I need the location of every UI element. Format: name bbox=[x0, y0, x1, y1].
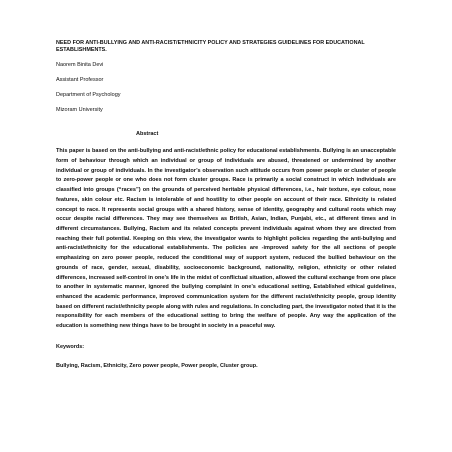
abstract-heading: Abstract bbox=[136, 131, 159, 138]
keywords-heading: Keywords: bbox=[56, 343, 85, 350]
author-name: Naorem Binita Devi bbox=[56, 61, 104, 68]
author-position: Assistant Professor bbox=[56, 77, 104, 83]
author-department: Department of Psychology bbox=[56, 92, 121, 99]
author-institution: Mizoram University bbox=[56, 107, 103, 114]
abstract-body: This paper is based on the anti-bullying and anti-racist/ethnic policy for educational establishments. Bullying is an unacceptable form of behaviour through which an individual or group of individuals are abused, threatened or undermined by another individual or group of individuals. In the investigator’s observation such attitude occurs from power people or cluster of people to zero-power people or one who does not form cluster groups. Race is primarily a social construct in which individuals are classified into groups (“races”) on the grounds of perceived heritable physical differences, i.e., hair texture, eye colour, nose features, skin colour etc. Racism is intolerable of and hostility to other people on account of their race. Ethnicity is related concept to race. It represents social groups with a shared history, sense of identity, geography and cultural roots which may occur despite racial differences. They may see themselves as British, Asian, Indian, Punjabi, etc., at different times and in different circumstances. Bullying, Racism and its related concepts prevent individuals against whom they are directed from reaching their full potential. Keeping on this view, the investigator wants to highlight policies regarding the anti-bullying and anti-racist/ethnicity for the educational establishments. The policies are -improved safety for the all sections of people emphasizing on zero power people, reduced the conditional way of support system, reduced the bullied behaviour on the grounds of race, gender, sexual, disability, socioeconomic background, nationality, religion, ethnicity or other related differences, increased self-control in one’s life in the midst of conflictual situation, allowed the cultural exchange from one place to another in systematic manner, ignored the bullying complaint in one’s educational setting, Established ethical guidelines, enhanced the academic performance, improved communication system for the different racist/ethnicity people, group identity based on different racist/ethnicity people along with rules and regulations. In concluding part, the investigator noted that it is the responsibility for each members of the educational setting to bring the welfare of people. Any way the application of the education is something new things have to be brought in society in a peaceful way. bbox=[56, 148, 396, 330]
paper-title: NEED FOR ANTI-BULLYING AND ANTI-RACIST/ETHNICITY POLICY AND STRATEGIES GUIDELINES FOR EDUCATIONAL ESTABLISHMENTS. bbox=[56, 40, 365, 54]
keywords-list: Bullying, Racism, Ethnicity, Zero power people, Power people, Cluster group. bbox=[56, 362, 258, 369]
